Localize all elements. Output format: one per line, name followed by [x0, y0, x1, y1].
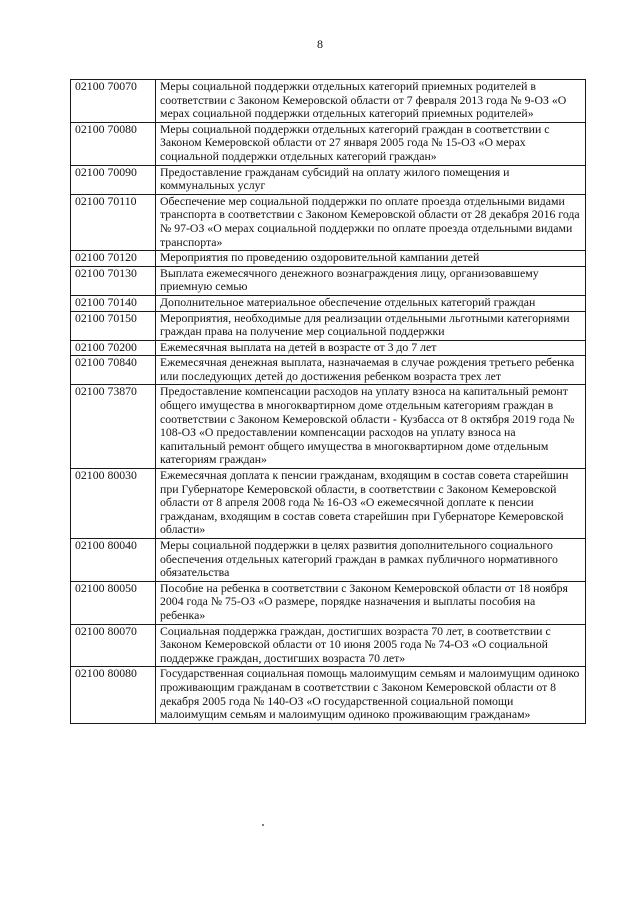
- row-code: 02100 70120: [71, 251, 156, 267]
- row-description: Мероприятия, необходимые для реализации отдельными льготными категориями граждан права на получение мер социальной поддержки: [156, 311, 586, 340]
- table-row: [71, 356, 586, 385]
- table-body: [71, 80, 586, 724]
- row-code: 02100 70070: [71, 80, 156, 123]
- row-description: Дополнительное материальное обеспечение отдельных категорий граждан: [156, 295, 586, 311]
- row-description: Ежемесячная денежная выплата, назначаемая в случае рождения третьего ребенка или последующих детей до достижения ребенком возраста трех лет: [156, 356, 586, 385]
- row-description: Предоставление компенсации расходов на уплату взноса на капитальный ремонт общего имущества в многоквартирном доме отдельным категориям граждан в соответствии с Законом Кемеровской области - Кузбасса от 8 октября 2019 года № 108-ОЗ «О предоставлении компенсации расходов на уплату взноса на капитальный ремонт общего имущества в многоквартирном доме отдельным категориям граждан»: [156, 385, 586, 469]
- row-code: 02100 80030: [71, 469, 156, 539]
- table-row: [71, 122, 586, 165]
- table-row: [71, 385, 586, 469]
- page-number: 8: [317, 37, 323, 51]
- table-row: [71, 251, 586, 267]
- row-description: Ежемесячная выплата на детей в возрасте от 3 до 7 лет: [156, 340, 586, 356]
- table-row: [71, 295, 586, 311]
- row-code: 02100 70110: [71, 194, 156, 250]
- row-description: Обеспечение мер социальной поддержки по оплате проезда отдельными видами транспорта в соответствии с Законом Кемеровской области от 28 декабря 2016 года № 97-ОЗ «О мерах социальной поддержки по оплате проезда отдельными видами транспорта»: [156, 194, 586, 250]
- table-row: [71, 266, 586, 295]
- table-row: [71, 469, 586, 539]
- budget-codes-table: [70, 79, 586, 724]
- table-row: [71, 539, 586, 582]
- row-code: 02100 70150: [71, 311, 156, 340]
- row-code: 02100 70130: [71, 266, 156, 295]
- row-code: 02100 80070: [71, 624, 156, 667]
- row-description: Пособие на ребенка в соответствии с Законом Кемеровской области от 18 ноября 2004 года № 75-ОЗ «О размере, порядке назначения и выплаты пособия на ребенка»: [156, 581, 586, 624]
- row-description: Меры социальной поддержки отдельных категорий приемных родителей в соответствии с Законом Кемеровской области от 7 февраля 2013 года № 9-ОЗ «О мерах социальной поддержки отдельных категорий приемных родителей»: [156, 80, 586, 123]
- scan-speck: [262, 824, 264, 826]
- row-description: Предоставление гражданам субсидий на оплату жилого помещения и коммунальных услуг: [156, 165, 586, 194]
- row-description: Ежемесячная доплата к пенсии гражданам, входящим в состав совета старейшин при Губернаторе Кемеровской области, в соответствии с Законом Кемеровской области от 8 апреля 2008 года № 16-ОЗ «О ежемесячной доплате к пенсии гражданам, входящим в состав совета старейшин при Губернаторе Кемеровской области»: [156, 469, 586, 539]
- row-code: 02100 70080: [71, 122, 156, 165]
- row-code: 02100 70140: [71, 295, 156, 311]
- row-description: Мероприятия по проведению оздоровительной кампании детей: [156, 251, 586, 267]
- row-code: 02100 80050: [71, 581, 156, 624]
- row-code: 02100 70090: [71, 165, 156, 194]
- row-code: 02100 70840: [71, 356, 156, 385]
- row-description: Социальная поддержка граждан, достигших возраста 70 лет, в соответствии с Законом Кемеровской области от 10 июня 2005 года № 74-ОЗ «О социальной поддержке граждан, достигших возраста 70 лет»: [156, 624, 586, 667]
- table-row: [71, 581, 586, 624]
- row-description: Меры социальной поддержки в целях развития дополнительного социального обеспечения отдельных категорий граждан в рамках публичного нормативного обязательства: [156, 539, 586, 582]
- row-description: Выплата ежемесячного денежного вознаграждения лицу, организовавшему приемную семью: [156, 266, 586, 295]
- table-row: [71, 340, 586, 356]
- table-row: [71, 667, 586, 723]
- table-row: [71, 624, 586, 667]
- table-row: [71, 194, 586, 250]
- row-code: 02100 73870: [71, 385, 156, 469]
- row-code: 02100 70200: [71, 340, 156, 356]
- table-row: [71, 311, 586, 340]
- row-code: 02100 80040: [71, 539, 156, 582]
- row-description: Меры социальной поддержки отдельных категорий граждан в соответствии с Законом Кемеровской области от 27 января 2005 года № 15-ОЗ «О мерах социальной поддержки отдельных категорий граждан»: [156, 122, 586, 165]
- row-description: Государственная социальная помощь малоимущим семьям и малоимущим одиноко проживающим гражданам в соответствии с Законом Кемеровской области от 8 декабря 2005 года № 140-ОЗ «О государственной социальной помощи малоимущим семьям и малоимущим одиноко проживающим гражданам»: [156, 667, 586, 723]
- table-row: [71, 165, 586, 194]
- table-row: [71, 80, 586, 123]
- row-code: 02100 80080: [71, 667, 156, 723]
